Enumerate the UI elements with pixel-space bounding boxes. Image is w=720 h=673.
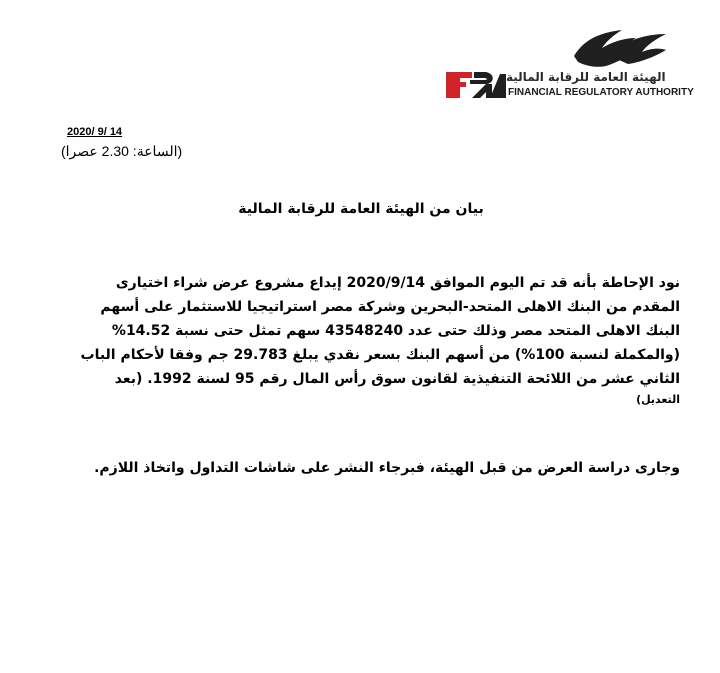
paragraph-line: التعديل)	[636, 393, 680, 406]
org-name-english: FINANCIAL REGULATORY AUTHORITY	[508, 87, 694, 98]
statement-date: 2020/ 9/ 14	[67, 126, 123, 138]
paragraph-line: نود الإحاطة بأنه قد تم اليوم الموافق 2020/9/14 إيداع مشروع عرض شراء اختيارى	[115, 275, 680, 291]
statement-title: بيان من الهيئة العامة للرقابة المالية	[238, 201, 484, 217]
paragraph-line: البنك الاهلى المتحد مصر وذلك حتى عدد 43548240 سهم تمثل حتى نسبة 14.52%	[111, 323, 680, 339]
paragraph-line: المقدم من البنك الاهلى المتحد-البحرين وشركة مصر استراتيجيا للاستثمار على أسهم	[100, 299, 680, 315]
paragraph-line: الثاني عشر من اللائحة التنفيذية لقانون سوق رأس المال رقم 95 لسنة 1992. (بعد	[114, 371, 680, 387]
paragraph-line: (والمكملة لنسبة 100%) من أسهم البنك بسعر نقدي يبلغ 29.783 جم وفقا لأحكام الباب	[80, 347, 680, 363]
statement-time: (الساعة: 2.30 عصرا)	[61, 143, 183, 159]
statement-paragraph-2	[52, 456, 680, 480]
paragraph-line: وجارى دراسة العرض من قبل الهيئة، فبرجاء النشر على شاشات التداول واتخاذ اللازم.	[94, 460, 680, 476]
fra-logo	[446, 26, 694, 104]
statement-paragraph-1	[52, 271, 680, 409]
org-name-arabic: الهيئة العامة للرقابة المالية	[506, 70, 666, 84]
